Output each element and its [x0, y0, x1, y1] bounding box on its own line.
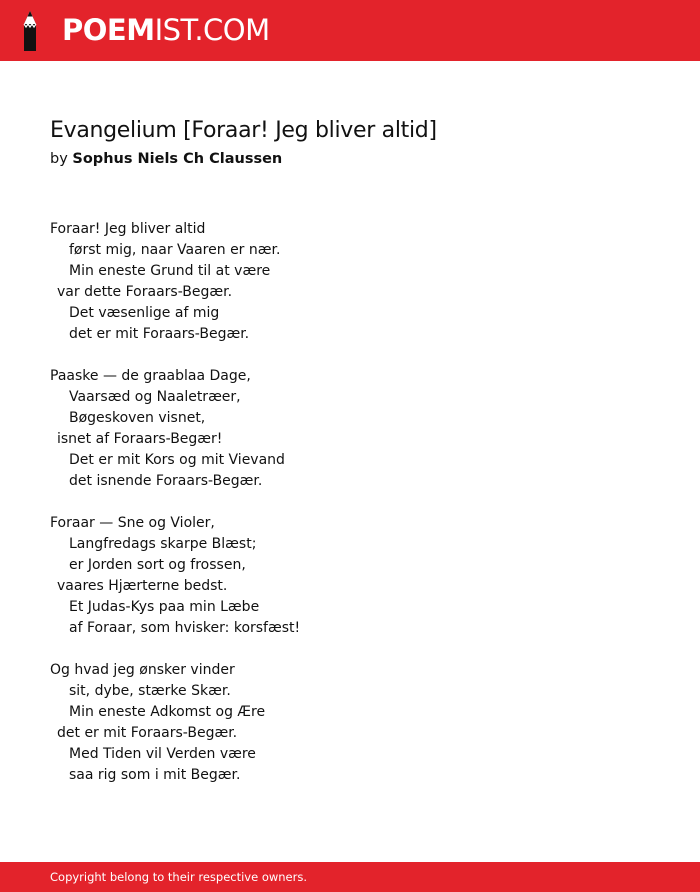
poem-line: Langfredags skarpe Blæst; — [69, 536, 257, 552]
poem-line: vaares Hjærterne bedst. — [57, 578, 228, 594]
poem-line: Det er mit Kors og mit Vievand — [69, 452, 285, 468]
stanza — [50, 513, 670, 639]
by-label: by — [50, 151, 68, 167]
poem-line: Min eneste Grund til at være — [69, 263, 271, 279]
author-name: Sophus Niels Ch Claussen — [72, 151, 283, 167]
poem-line: Det væsenlige af mig — [69, 305, 220, 321]
poem-line: Vaarsæd og Naaletræer, — [69, 389, 241, 405]
poem-line: Med Tiden vil Verden være — [69, 746, 256, 762]
poem-line: Et Judas-Kys paa min Læbe — [69, 599, 260, 615]
poem-line: først mig, naar Vaaren er nær. — [69, 242, 281, 258]
site-header — [0, 0, 700, 61]
poem-line: af Foraar, som hvisker: korsfæst! — [69, 620, 301, 636]
site-logo[interactable] — [62, 13, 270, 47]
poem-body — [50, 219, 670, 807]
logo-text-bold: POEM — [62, 13, 155, 47]
stanza — [50, 366, 670, 492]
poem-line: Bøgeskoven visnet, — [69, 410, 206, 426]
logo-text-light: IST.COM — [154, 13, 270, 47]
poem-title: Evangelium [Foraar! Jeg bliver altid] — [50, 118, 437, 143]
poem-line: Min eneste Adkomst og Ære — [69, 704, 266, 720]
stanza — [50, 219, 670, 345]
poem-line: det er mit Foraars-Begær. — [69, 326, 250, 342]
poem-line: isnet af Foraars-Begær! — [57, 431, 223, 447]
stanza — [50, 660, 670, 786]
poem-line: saa rig som i mit Begær. — [69, 767, 241, 783]
poem-line: Foraar! Jeg bliver altid — [50, 221, 206, 237]
poem-line: sit, dybe, stærke Skær. — [69, 683, 231, 699]
copyright-notice: Copyright belong to their respective owners. — [50, 870, 308, 884]
poem-line: det isnende Foraars-Begær. — [69, 473, 263, 489]
site-footer — [0, 862, 700, 892]
poem-line: var dette Foraars-Begær. — [57, 284, 233, 300]
poem-line: er Jorden sort og frossen, — [69, 557, 246, 573]
poem-line: det er mit Foraars-Begær. — [57, 725, 238, 741]
poem-line: Paaske — de graablaa Dage, — [50, 368, 251, 384]
pencil-logo-icon[interactable] — [17, 10, 43, 52]
byline — [50, 150, 282, 168]
poem-line: Og hvad jeg ønsker vinder — [50, 662, 235, 678]
poem-line: Foraar — Sne og Violer, — [50, 515, 215, 531]
